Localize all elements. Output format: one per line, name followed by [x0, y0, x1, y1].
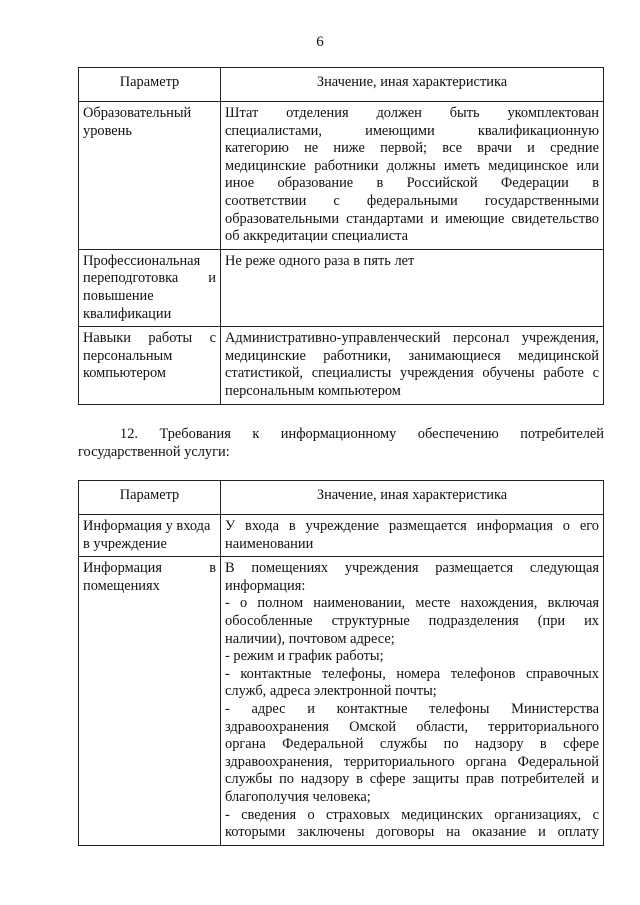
value-line: Не реже одного раза в пять лет: [225, 252, 415, 269]
value-line: информация:: [225, 577, 306, 594]
value-line: статистикой, специалисты учреждения обучены работе с: [225, 365, 599, 382]
param-line: Информация у входа: [83, 518, 211, 534]
value-cell: [221, 327, 604, 404]
param-cell: [79, 515, 221, 557]
value-line: здравоохранения Омской области, территориального: [225, 718, 599, 735]
value-line: соответствии с федеральными государственными: [225, 192, 599, 209]
header-value: Значение, иная характеристика: [221, 68, 604, 102]
param-cell: [79, 327, 221, 404]
param-line: помещениях: [83, 577, 160, 594]
value-line: - сведения о страховых медицинских организациях, с: [225, 806, 599, 823]
table-row: [79, 515, 604, 557]
param-line: уровень: [83, 122, 132, 139]
value-line: - контактные телефоны, номера телефонов справочных: [225, 665, 599, 682]
header-param: Параметр: [79, 68, 221, 102]
value-line: В помещениях учреждения размещается следующая: [225, 560, 599, 577]
value-line: Штат отделения должен быть укомплектован: [225, 105, 599, 121]
paragraph-line: государственной услуги:: [78, 443, 230, 460]
value-line: службы по надзору в сфере защиты прав потребителей и: [225, 771, 599, 788]
param-line: компьютером: [83, 365, 167, 382]
param-line: Информация в: [83, 560, 216, 577]
value-line: служб, адреса электронной почты;: [225, 683, 437, 700]
param-line: Профессиональная: [83, 252, 201, 269]
param-line: персональным: [83, 347, 173, 364]
section-12-paragraph: [78, 426, 604, 461]
header-param: Параметр: [79, 481, 221, 515]
param-cell: [79, 557, 221, 846]
information-table: [78, 480, 604, 846]
param-line: в учреждение: [83, 535, 167, 552]
value-line: здравоохранения, территориального органа Федеральной: [225, 753, 599, 770]
value-line: образовательными стандартами и имеющие свидетельство: [225, 210, 599, 227]
value-line: - режим и график работы;: [225, 648, 384, 665]
value-line: персональным компьютером: [225, 382, 401, 399]
value-line: иное образование в Российской Федерации в: [225, 175, 599, 192]
value-line: органа Федеральной службы по надзору в сфере: [225, 736, 599, 753]
value-line: Административно-управленческий персонал учреждения,: [225, 330, 599, 347]
value-cell: [221, 515, 604, 557]
header-value: Значение, иная характеристика: [221, 481, 604, 515]
value-line: медицинские работники должны иметь медицинское или: [225, 157, 599, 174]
param-cell: [79, 249, 221, 326]
param-line: повышение: [83, 287, 154, 304]
value-line: - о полном наименовании, месте нахождения, включая: [225, 595, 599, 612]
value-line: медицинские работники, занимающиеся медицинской: [225, 347, 599, 364]
param-line: квалификации: [83, 305, 172, 322]
value-line: благополучия человека;: [225, 788, 371, 805]
page-number: 6: [316, 34, 324, 50]
table-row: [79, 557, 604, 846]
value-line: специалистами, имеющими квалификационную: [225, 122, 599, 139]
value-line: об аккредитации специалиста: [225, 228, 408, 245]
paragraph-line: 12. Требования к информационному обеспечению потребителей: [120, 426, 604, 442]
value-cell: [221, 249, 604, 326]
param-line: переподготовка и: [83, 270, 216, 287]
table-header-row: [79, 68, 604, 102]
param-line: Образовательный: [83, 105, 192, 121]
value-line: категорию не ниже первой; все врачи и средние: [225, 140, 599, 157]
value-line: которыми заключены договоры на оказание и оплату: [225, 824, 599, 841]
value-line: наличии), почтовом адресе;: [225, 630, 395, 647]
value-line: наименовании: [225, 535, 314, 552]
param-cell: [79, 102, 221, 250]
qualification-table: [78, 67, 604, 405]
value-cell: [221, 557, 604, 846]
table-header-row: [79, 481, 604, 515]
param-line: Навыки работы с: [83, 330, 216, 347]
table-row: [79, 327, 604, 404]
table-row: [79, 102, 604, 250]
value-line: обособленные структурные подразделения (при их: [225, 612, 599, 629]
table-row: [79, 249, 604, 326]
value-line: - адрес и контактные телефоны Министерства: [225, 700, 599, 717]
value-cell: [221, 102, 604, 250]
value-line: У входа в учреждение размещается информация о его: [225, 518, 599, 534]
